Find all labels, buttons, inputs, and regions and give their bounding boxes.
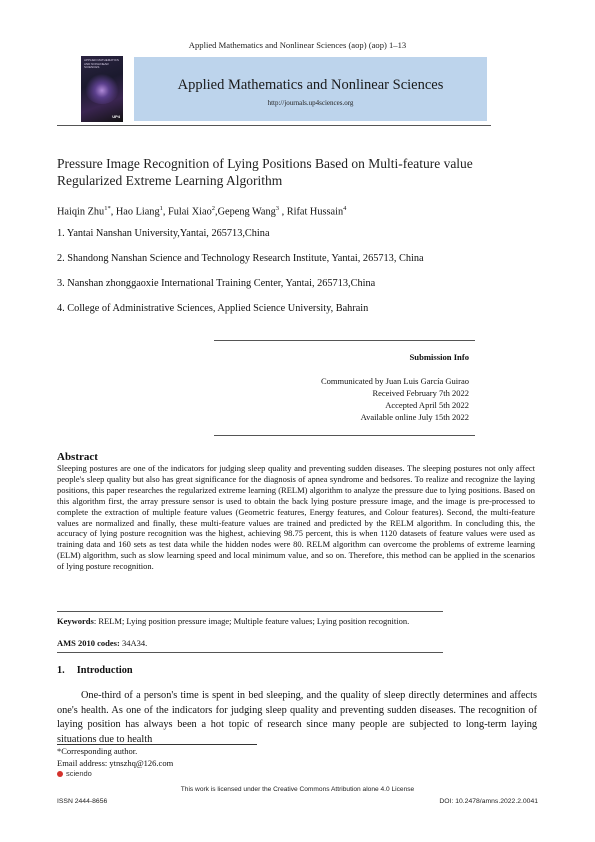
submission-rule-top bbox=[214, 340, 475, 341]
section-title: Introduction bbox=[76, 665, 133, 676]
author-name: Haiqin Zhu bbox=[57, 206, 105, 218]
journal-banner bbox=[134, 57, 487, 121]
section-number: 1. bbox=[57, 665, 65, 676]
ams-rule bbox=[57, 652, 443, 653]
author-separator: , bbox=[215, 206, 218, 218]
cover-graphic bbox=[85, 74, 119, 104]
author-name: Rifat Hussain bbox=[286, 206, 344, 218]
section-heading bbox=[57, 665, 133, 676]
author-name: Fulai Xiao bbox=[168, 206, 212, 218]
affiliation: 3. Nanshan zhonggaoxie International Training Center, Yantai, 265713,China bbox=[57, 278, 376, 289]
author-separator: , bbox=[110, 206, 116, 218]
header-rule bbox=[57, 125, 491, 126]
author-affil-marker: 2 bbox=[211, 205, 216, 212]
paper-title: Pressure Image Recognition of Lying Positions Based on Multi-feature value Regularized Extreme Learning Algorithm bbox=[57, 156, 473, 188]
author-affil-marker: 4 bbox=[343, 205, 347, 212]
keywords bbox=[57, 616, 437, 627]
submission-online: Available online July 15th 2022 bbox=[360, 412, 469, 422]
author-affil-marker: 1* bbox=[104, 205, 111, 212]
author-name: Gepeng Wang bbox=[217, 206, 276, 218]
ams-value: 34A34. bbox=[119, 638, 148, 648]
author-separator: , bbox=[162, 206, 168, 218]
author-affil-marker: 1 bbox=[159, 205, 163, 212]
affiliation: 1. Yantai Nanshan University,Yantai, 265713,China bbox=[57, 228, 270, 239]
submission-communicated: Communicated by Juan Luis García Guirao bbox=[320, 376, 469, 386]
author-separator: , bbox=[279, 206, 287, 218]
issn: ISSN 2444-8656 bbox=[57, 798, 108, 805]
sciendo-logo bbox=[57, 769, 92, 778]
keywords-rule bbox=[57, 611, 443, 612]
journal-name: Applied Mathematics and Nonlinear Sciences bbox=[177, 77, 444, 93]
sciendo-dot-icon bbox=[57, 771, 63, 777]
submission-received: Received February 7th 2022 bbox=[372, 388, 469, 398]
abstract-text: Sleeping postures are one of the indicators for judging sleep quality and preventing sudden diseases. The sleeping postures not only affect people's sleep quality but also has great significance for the diagnosis of apnea syndrome and bedsores. To realize and recognize the laying positions, this paper researches the regularized extreme learning (RELM) algorithm to analyze the pressure due to lying positions. Based on this algorithm first, the array pressure sensor is used to obtain the back lying posture pressure image, and the image is pre-processed to complete the extraction of multiple feature values (Geometric features, Energy features, and Colour features). Second, the multi-feature values are normalized and finally, these multi-feature values are trained and predicted by the RELM algorithm. In concluding this, the accuracy of lying posture recognition was the highest, achieving 98.75 percent, this is when 1120 datasets of feature values were used as training data and 160 sets as test data while the hidden nodes were 80. RELM algorithm can overcome the problems of extreme learning (ELM) algorithm, such as slow learning speed and local minimum value, and so on. Therefore, this method can be applied in the scenarios of lying posture recognition. bbox=[57, 463, 535, 572]
corresponding-email[interactable]: Email address: ytnszhq@126.com bbox=[57, 758, 174, 768]
keywords-text: : RELM; Lying position pressure image; Multiple feature values; Lying position recognition. bbox=[93, 616, 410, 626]
license-notice: This work is licensed under the Creative Commons Attribution alone 4.0 License bbox=[180, 786, 415, 793]
author-affil-marker: 3 bbox=[275, 205, 280, 212]
journal-cover-image bbox=[81, 56, 123, 122]
doi[interactable]: DOI: 10.2478/amns.2022.2.0041 bbox=[439, 798, 538, 805]
cover-logo: UP4 bbox=[112, 114, 120, 119]
footnote-rule bbox=[57, 744, 257, 745]
sciendo-wordmark: sciendo bbox=[66, 769, 92, 778]
cover-title: APPLIED MATHEMATICS AND NONLINEAR SCIENCES bbox=[84, 58, 119, 69]
submission-accepted: Accepted April 5th 2022 bbox=[385, 400, 469, 410]
author-name: Hao Liang bbox=[115, 206, 160, 218]
author-list bbox=[57, 205, 346, 217]
submission-info-heading: Submission Info bbox=[409, 352, 469, 362]
keywords-label: Keywords bbox=[57, 616, 94, 626]
intro-paragraph: One-third of a person's time is spent in bed sleeping, and the quality of sleep directly determines and affects one's health. As one of the indicators for judging sleep quality and preventing sudden diseases. The recognition of laying position has always been a hot topic of research since many people are subjected to long-term laying situations due to health bbox=[57, 690, 537, 745]
journal-url[interactable]: http://journals.up4sciences.org bbox=[267, 99, 354, 107]
corresponding-author-note: *Corresponding author. bbox=[57, 746, 138, 756]
ams-label: AMS 2010 codes: bbox=[57, 638, 120, 648]
affiliation: 2. Shandong Nanshan Science and Technology Research Institute, Yantai, 265713, China bbox=[57, 253, 424, 264]
affiliation: 4. College of Administrative Sciences, Applied Science University, Bahrain bbox=[57, 303, 369, 314]
submission-rule-bottom bbox=[214, 435, 475, 436]
ams-codes bbox=[57, 638, 147, 648]
running-header: Applied Mathematics and Nonlinear Sciences (aop) (aop) 1–13 bbox=[188, 40, 407, 50]
abstract-heading: Abstract bbox=[57, 451, 98, 463]
